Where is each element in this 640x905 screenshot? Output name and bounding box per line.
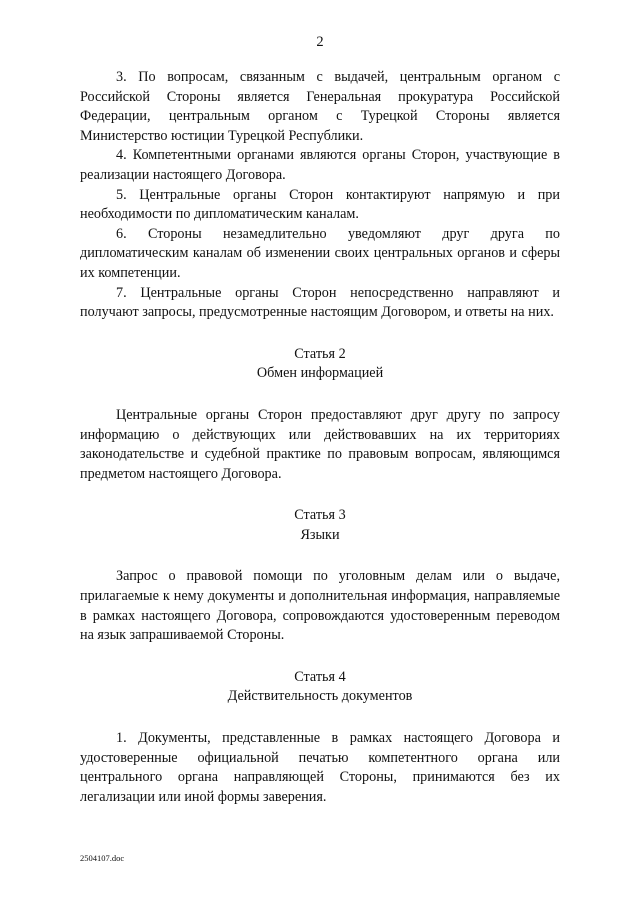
paragraph-item-5: 5. Центральные органы Сторон контактируют напрямую и при необходимости по дипломатическим каналам. (80, 186, 560, 223)
paragraph-item-3: 3. По вопросам, связанным с выдачей, центральным органом с Российской Стороны является Генеральная прокуратура Российской Федерации, центральным органом с Турецкой Стороны является Министерство юстиции Турецкой Республики. (80, 69, 560, 144)
file-name-footer: 2504107.doc (80, 853, 125, 863)
article-title: Языки (300, 526, 340, 543)
article-title: Действительность документов (227, 688, 413, 705)
article-paragraph: 1. Документы, представленные в рамках настоящего Договора и удостоверенные официальной печатью компетентного органа или центрального органа направляющей Стороны, принимаются без их легализации или иной формы заверения. (80, 730, 560, 805)
article-paragraph: Центральные органы Сторон предоставляют друг другу по запросу информацию о действующих или действовавших на их территориях законодательстве и судебной практике по правовым вопросам, являющимся предметом настоящего Договора. (80, 406, 560, 482)
paragraph-item-4: 4. Компетентными органами являются органы Сторон, участвующие в реализации настоящего Договора. (80, 147, 560, 183)
article-body (80, 406, 560, 484)
article-body (80, 567, 560, 645)
document-content (80, 68, 560, 807)
article-4 (80, 668, 560, 808)
article-paragraph: Запрос о правовой помощи по уголовным делам или о выдаче, прилагаемые к нему документы и дополнительная информация, направляемые в рамках настоящего Договора, сопровождаются удостоверенным переводом на язык запрашиваемой Стороны. (80, 568, 560, 644)
article-number: Статья 4 (294, 668, 346, 685)
article-body (80, 729, 560, 807)
paragraph-item-6: 6. Стороны незамедлительно уведомляют друг друга по дипломатическим каналам об изменении своих центральных органов и сферы их компетенции. (80, 225, 560, 281)
article-title: Обмен информацией (256, 365, 384, 382)
article-number: Статья 2 (294, 345, 346, 362)
article-3 (80, 506, 560, 646)
page-number: 2 (316, 34, 324, 50)
paragraph-item-7: 7. Центральные органы Сторон непосредственно направляют и получают запросы, предусмотренные настоящим Договором, и ответы на них. (80, 284, 560, 321)
article-number: Статья 3 (294, 507, 346, 524)
article-2 (80, 345, 560, 485)
